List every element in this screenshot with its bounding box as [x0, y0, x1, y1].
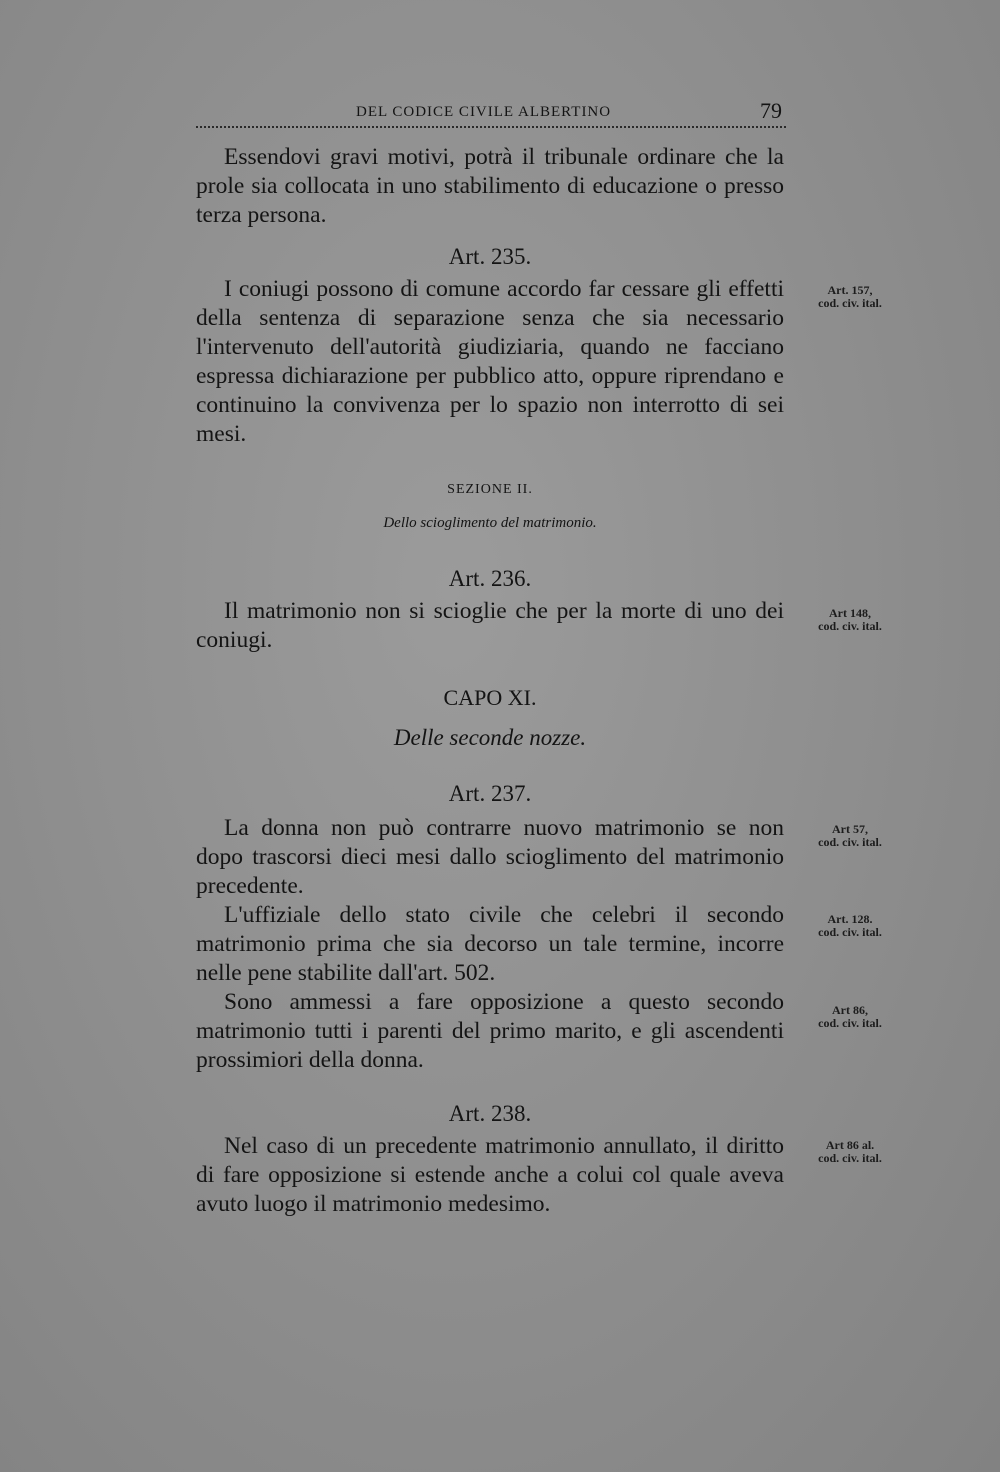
section-heading: [196, 482, 784, 532]
margin-note: Art 86 al. cod. civ. ital.: [818, 1138, 882, 1165]
article-text: La donna non può contrarre nuovo matrimonio se non dopo trascorsi dieci mesi dallo scioglimento del matrimonio precedente.: [196, 815, 784, 899]
article-heading: Art. 236.: [448, 566, 532, 591]
article-text: Nel caso di un precedente matrimonio annullato, il diritto di fare opposizione si estende anche a colui col quale aveva avuto luogo il matrimonio medesimo.: [196, 1133, 784, 1217]
article-text: L'uffiziale dello stato civile che celebri il secondo matrimonio prima che sia decorso un tale termine, incorre nelle pene stabilite dall'art. 502.: [196, 902, 784, 986]
article-heading: Art. 238.: [448, 1101, 532, 1126]
margin-note: Art 148, cod. civ. ital.: [818, 606, 882, 633]
chapter-heading: [196, 685, 784, 751]
margin-note: Art 57, cod. civ. ital.: [818, 822, 882, 849]
running-title: DEL CODICE CIVILE ALBERTINO: [356, 104, 612, 120]
paragraph: Essendovi gravi motivi, potrà il tribunale ordinare che la prole sia collocata in uno stabilimento di educazione o presso terza persona.: [196, 144, 784, 228]
article-text: Il matrimonio non si scioglie che per la morte di uno dei coniugi.: [196, 598, 784, 653]
article-heading: Art. 237.: [448, 781, 532, 806]
article-235: [196, 243, 784, 449]
article-236: [196, 565, 784, 655]
page-number: 79: [760, 98, 782, 123]
article-text: I coniugi possono di comune accordo far cessare gli effetti della sentenza di separazione senza che sia necessario l'intervenuto dell'autorità giudiziaria, quando ne facciano espressa dichiarazione per pubblico atto, oppure riprendano e continuino la convivenza per lo spazio non interrotto di sei mesi.: [196, 276, 784, 447]
article-text: Sono ammessi a fare opposizione a questo secondo matrimonio tutti i parenti del primo marito, e gli ascendenti prossimiori della donna.: [196, 989, 784, 1073]
margin-note: Art. 157, cod. civ. ital.: [818, 283, 882, 310]
article-238: [196, 1100, 784, 1219]
margin-note: Art. 128. cod. civ. ital.: [818, 912, 882, 939]
header-rule: [196, 126, 786, 128]
chapter-title: CAPO XI.: [443, 685, 537, 710]
article-237: [196, 780, 784, 1075]
section-title: SEZIONE II.: [447, 482, 533, 497]
chapter-subtitle: Delle seconde nozze.: [393, 725, 587, 750]
para-continuation: [196, 143, 784, 230]
article-heading: Art. 235.: [448, 244, 532, 269]
page-header: [196, 96, 786, 128]
section-subtitle: Dello scioglimento del matrimonio.: [383, 515, 597, 531]
margin-note: Art 86, cod. civ. ital.: [818, 1003, 882, 1030]
